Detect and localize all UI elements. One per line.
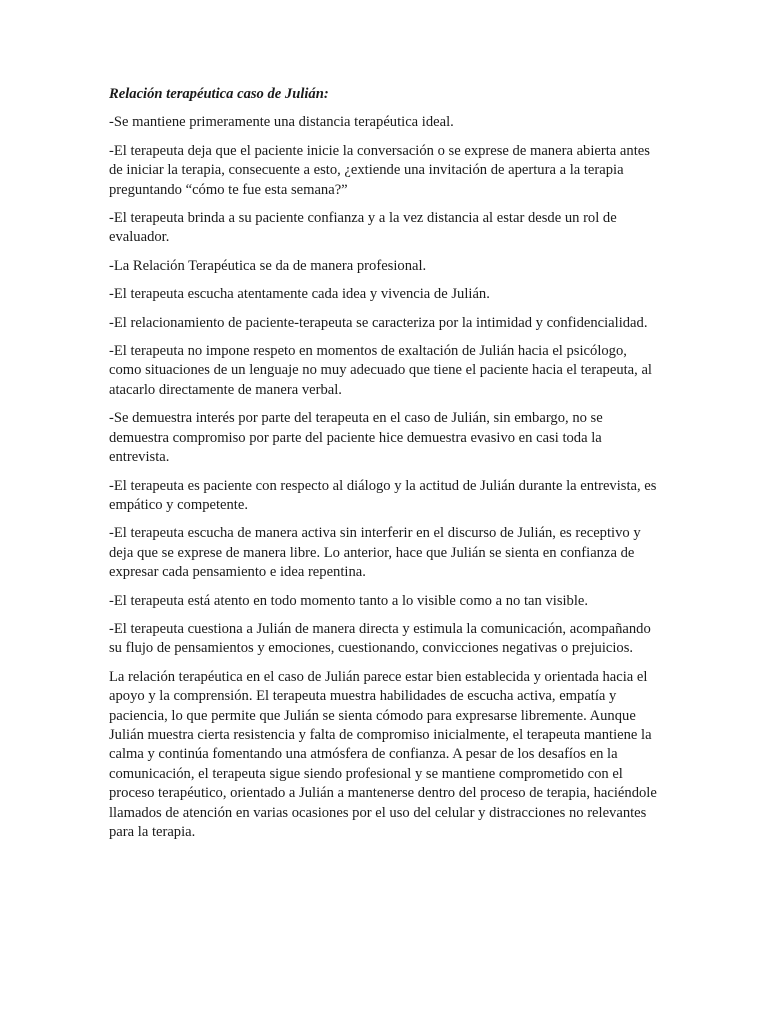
list-item: -La Relación Terapéutica se da de manera profesional. [109,257,427,274]
document-title: Relación terapéutica caso de Julián: [109,86,329,102]
list-item: -Se demuestra interés por parte del terapeuta en el caso de Julián, sin embargo, no se demuestra compromiso por parte del paciente hice demuestra evasivo en casi toda la entrevista. [109,410,603,466]
list-item: -Se mantiene primeramente una distancia terapéutica ideal. [109,114,454,131]
list-item: -El terapeuta deja que el paciente inicie la conversación o se exprese de manera abierta antes de iniciar la terapia, consecuente a esto, ¿extiende una invitación de apertura a la terapia preguntando “cómo te fue esta semana?” [109,142,650,198]
list-item: -El relacionamiento de paciente-terapeuta se caracteriza por la intimidad y confidencialidad. [109,314,648,331]
list-item: -El terapeuta escucha de manera activa sin interferir en el discurso de Julián, es receptivo y deja que se exprese de manera libre. Lo anterior, hace que Julián se sienta en confianza de expresar cada pensamiento e idea repentina. [109,525,641,581]
list-item: -El terapeuta cuestiona a Julián de manera directa y estimula la comunicación, acompañando su flujo de pensamientos y emociones, cuestionando, convicciones negativas o prejuicios. [109,620,651,657]
list-item: -El terapeuta no impone respeto en momentos de exaltación de Julián hacia el psicólogo, como situaciones de un lenguaje no muy adecuado que tiene el paciente hacia el terapeuta, al atacarlo directamente de manera verbal. [109,343,652,398]
list-item: -El terapeuta escucha atentamente cada idea y vivencia de Julián. [109,286,490,303]
list-item: -El terapeuta es paciente con respecto al diálogo y la actitud de Julián durante la entrevista, es empático y competente. [109,477,657,513]
list-item: -El terapeuta está atento en todo momento tanto a lo visible como a no tan visible. [109,592,589,609]
list-item: -El terapeuta brinda a su paciente confianza y a la vez distancia al estar desde un rol de evaluador. [109,210,617,246]
document-body [109,85,659,842]
summary-paragraph: La relación terapéutica en el caso de Julián parece estar bien establecida y orientada hacia el apoyo y la comprensión. El terapeuta muestra habilidades de escucha activa, empatía y paciencia, lo que permite que Julián se sienta cómodo para expresarse libremente. Aunque Julián muestra cierta resistencia y falta de compromiso inicialmente, el terapeuta mantiene la calma y continúa fomentando una atmósfera de confianza. A pesar de los desafíos en la comunicación, el terapeuta sigue siendo profesional y se mantiene comprometido con el proceso terapéutico, orientado a Julián a mantenerse dentro del proceso de terapia, haciéndole llamados de atención en varias ocasiones por el uso del celular y distracciones no relevantes para la terapia. [109,668,657,840]
